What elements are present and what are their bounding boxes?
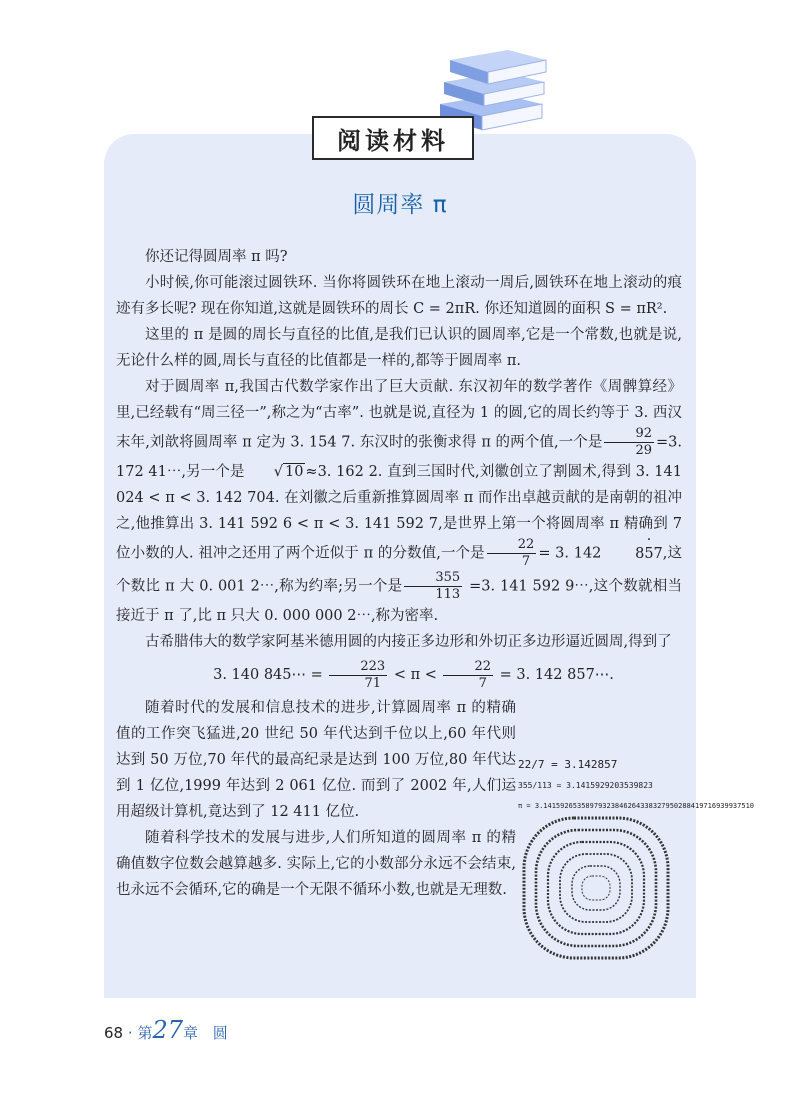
sqrt-10: √ 10	[273, 464, 304, 480]
page-title: 圆周率 π	[352, 192, 448, 218]
reading-material-header: 阅读材料	[312, 116, 474, 160]
text-segment: ,这个数比 π 大 0. 001 2⋯,称为约率;另一个是	[116, 545, 683, 595]
fraction-22-7-b: $\frac{22}{7}$	[443, 659, 493, 692]
chapter-prefix: 第	[137, 1024, 153, 1042]
paragraph-1: 你还记得圆周率 π 吗?	[145, 249, 288, 265]
footer-separator: ·	[127, 1024, 133, 1042]
paragraph-7: 随着科学技术的发展与进步,人们所知道的圆周率 π 的精确值数字位数会越算越多. 实际上,它的小数部分永远不会结束,也永远不会循环,它的确是一个无限不循环小数,也就是无理数.	[116, 830, 516, 898]
paragraph-2: 小时候,你可能滚过圆铁环. 当你将圆铁环在地上滚动一周后,圆铁环在地上滚动的痕迹有多长呢? 现在你知道,这就是圆铁环的周长 C = 2πR. 你还知道圆的面积 S = πR².	[116, 275, 682, 317]
spiral-line-3: π = 3.14159265358979323846264338327950288419716939937510	[518, 802, 755, 810]
page-number: 68	[104, 1024, 124, 1042]
fraction-355-113: $\frac{355}{113}$	[404, 570, 462, 603]
fraction-223-71: $\frac{223}{71}$	[329, 659, 387, 692]
fraction-22-7: $\frac{22}{7}$	[487, 537, 537, 570]
pi-digits-spiral	[516, 754, 755, 964]
paragraph-4	[116, 374, 682, 629]
fraction-92-29: $\frac{92}{29}$	[604, 426, 654, 459]
repeating-digits: · 857	[606, 541, 663, 567]
chapter-suffix: 章	[183, 1024, 199, 1042]
spiral-line-1: 22/7 = 3.142857	[518, 758, 618, 771]
spiral-line-2: 355/113 = 3.1415929203539823	[518, 781, 653, 790]
paragraph-6: 随着时代的发展和信息技术的进步,计算圆周率 π 的精确值的工作突飞猛进,20 世纪 50 年代达到千位以上,60 年代则达到 50 万位,70 年代的最高纪录是达到 100 万位,80 年代达到 1 亿位,1999 年达到 2 061 亿位. 而到了 2002 年,人们运用超级计算机,竟达到了 12 411 亿位.	[116, 700, 516, 820]
chapter-number: 27	[152, 1016, 183, 1044]
chapter-title: 圆	[212, 1024, 228, 1042]
text-segment: = 3. 142	[538, 545, 607, 562]
text-segment: =3. 172 41⋯,另一个是	[116, 434, 682, 480]
text-segment: 对于圆周率 π,我国古代数学家作出了巨大贡献. 东汉初年的数学著作《周髀算经》里,已经载有“周三径一”,称之为“古率”. 也就是说,直径为 1 的圆,它的周长约等于 3. 西汉末年,刘歆将圆周率 π 定为 3. 154 7. 东汉时的张衡求得 π 的两个值,一个是	[116, 379, 682, 451]
paragraph-5: 古希腊伟大的数学家阿基米德用圆的内接正多边形和外切正多边形逼近圆周,得到了	[145, 634, 672, 650]
paragraph-3: 这里的 π 是圆的周长与直径的比值,是我们已认识的圆周率,它是一个常数,也就是说,无论什么样的圆,周长与直径的比值都是一样的,都等于圆周率 π.	[116, 327, 682, 369]
archimedes-formula: 3. 140 845⋯ = $\frac{223}{71}$ < π < $\frac{22}{7}$ = 3. 142 857⋯.	[213, 658, 614, 691]
reading-panel	[104, 134, 755, 998]
text-segment: =3. 141 592 9⋯,这个数就相当接近于 π 了,比 π 只大 0. 000 000 2⋯,称为密率.	[116, 578, 683, 624]
page-footer	[104, 1016, 228, 1044]
text-segment: ≈3. 162 2. 直到三国时代,刘徽创立了割圆术,得到 3. 141 024 < π < 3. 142 704. 在刘徽之后重新推算圆周率 π 而作出卓越贡献的是南朝的祖冲之,他推算出 3. 141 592 6 < π < 3. 141 592 7,是世界上第一个将圆周率 π 精确到 7 位小数的人. 祖冲之还用了两个近似于 π 的分数值,一个是	[116, 464, 682, 562]
